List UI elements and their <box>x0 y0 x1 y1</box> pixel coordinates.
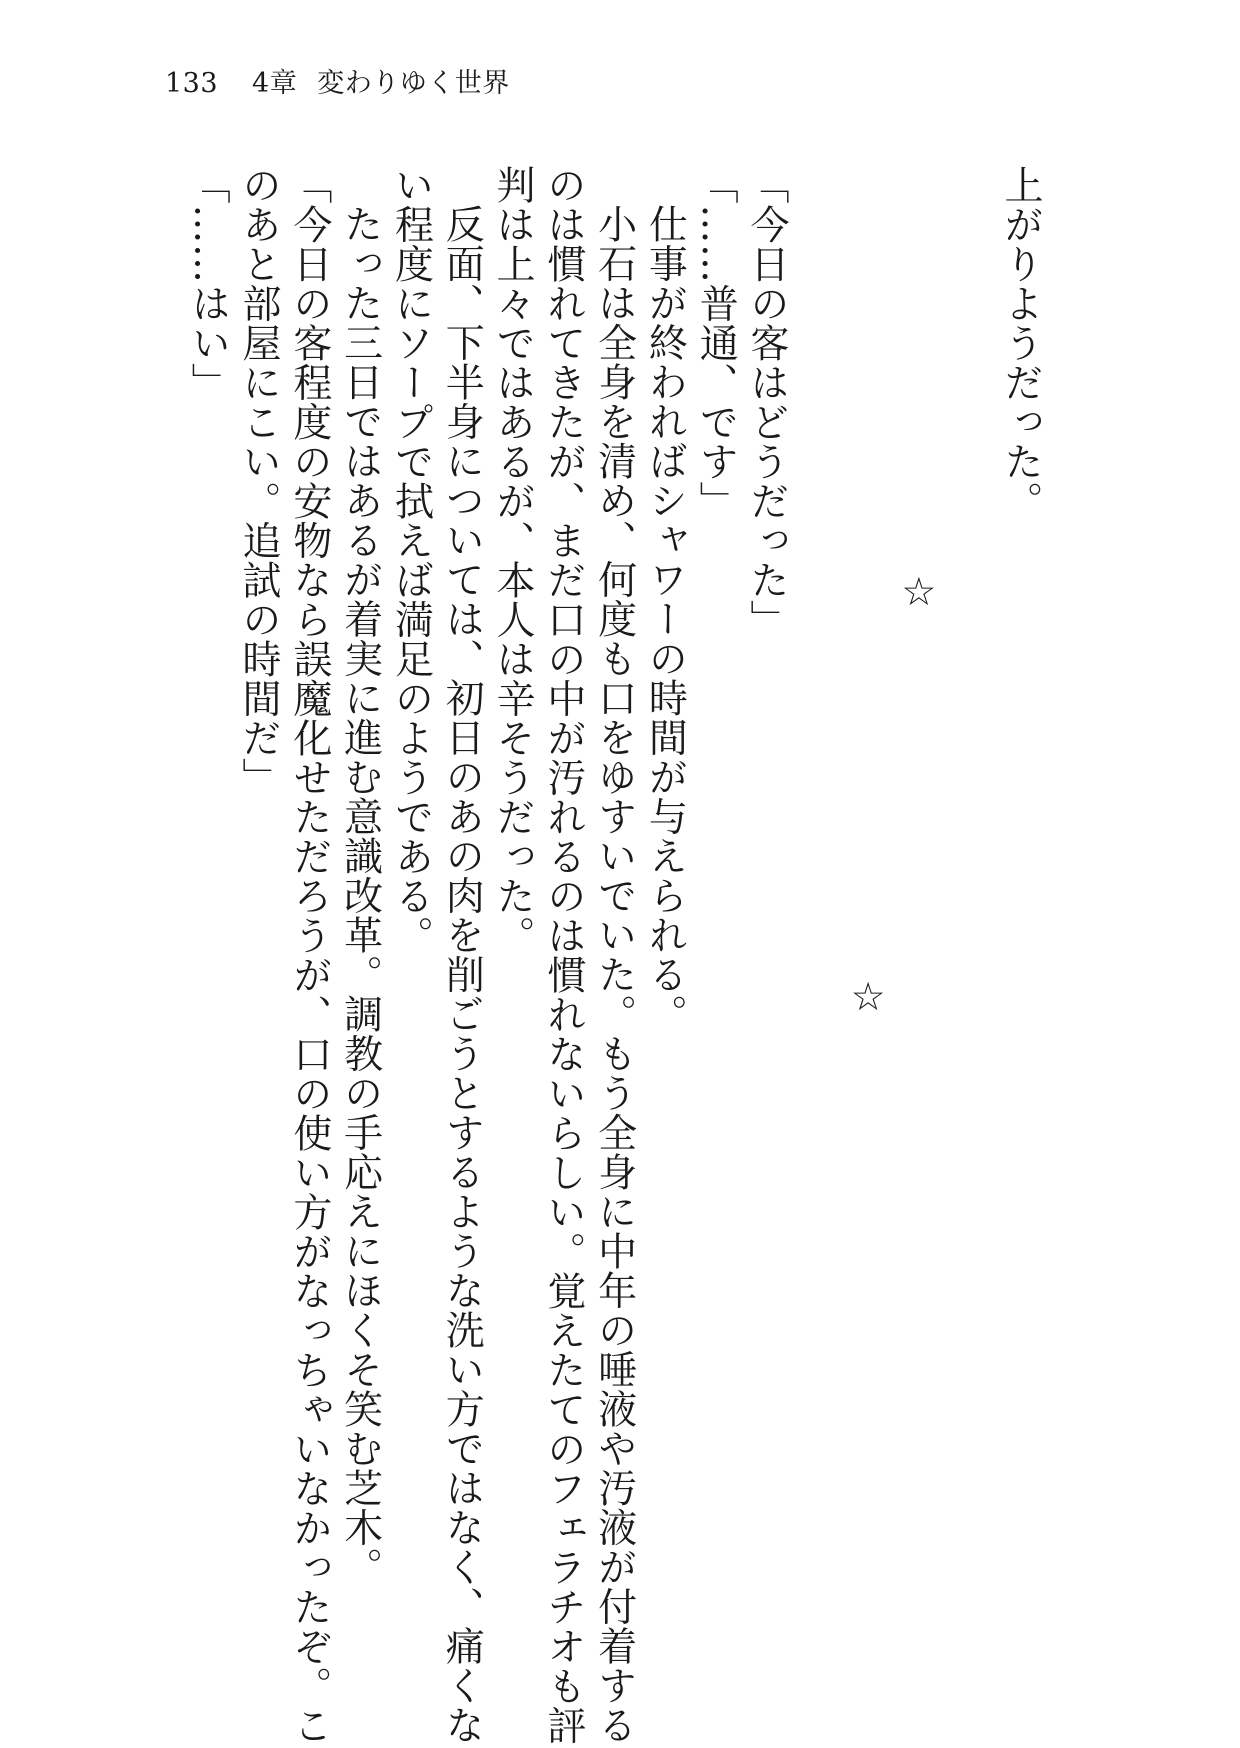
scene-separator <box>893 165 944 1645</box>
scene-separator <box>842 165 893 1645</box>
blank-line <box>791 165 842 1645</box>
text-line: 「今日の客はどうだった」 <box>744 165 790 639</box>
page-number: 133 <box>165 68 219 99</box>
vertical-body-text <box>181 165 1045 1745</box>
text-line: たった三日ではあるが着実に進む意識改革。調教の手応えにほくそ笑む芝木。 <box>337 204 383 1587</box>
chapter-title: 変わりゆく世界 <box>317 68 510 99</box>
star-icon: ☆ <box>845 975 891 1021</box>
text-line: のあと部屋にこい。追試の時間だ」 <box>236 165 282 797</box>
text-line: 上がりようだった。 <box>998 165 1043 521</box>
text-line: 「……はい」 <box>185 165 231 402</box>
text-line: のは慣れてきたが、まだ口の中が汚れるのは慣れないらしい。覚えたてのフェラチオも評 <box>540 165 586 1745</box>
text-line: 「今日の客程度の安物なら誤魔化せただろうが、口の使い方がなっちゃいなかったぞ。こ <box>286 165 332 1745</box>
blank-line <box>943 165 994 1645</box>
chapter-label: 4章 <box>252 68 298 99</box>
text-line: 仕事が終わればシャワーの時間が与えられる。 <box>642 204 688 1034</box>
text-line: 判は上々ではあるが、本人は辛そうだった。 <box>490 165 536 955</box>
text-line: い程度にソープで拭えば満足のようである。 <box>388 165 434 955</box>
text-line: 小石は全身を清め、何度も口をゆすいでいた。もう全身に中年の唾液や汚液が付着する <box>591 204 637 1745</box>
running-header <box>165 66 510 102</box>
star-icon: ☆ <box>896 570 942 616</box>
text-line: 反面、下半身については、初日のあの肉を削ごうとするような洗い方ではなく、痛くな <box>439 204 485 1745</box>
text-line: 「……普通、です」 <box>693 165 739 521</box>
